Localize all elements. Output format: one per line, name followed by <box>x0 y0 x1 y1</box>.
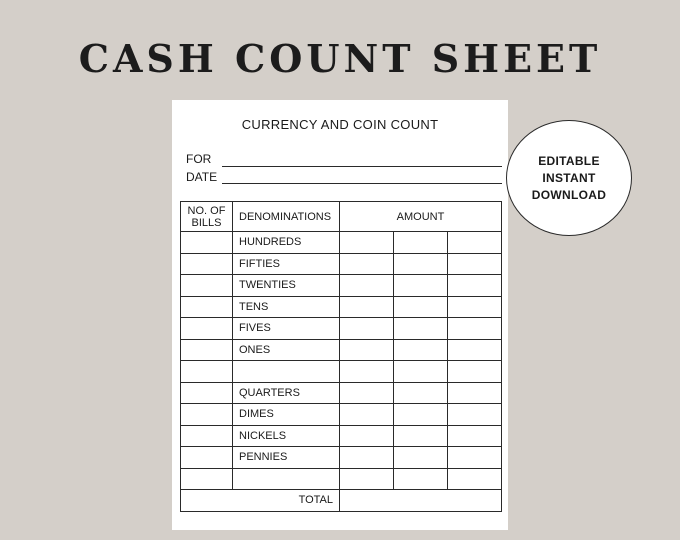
table-row <box>181 361 502 383</box>
amount-cell[interactable] <box>448 253 502 275</box>
amount-cell[interactable] <box>340 468 394 490</box>
table-row <box>181 339 502 361</box>
bills-cell[interactable] <box>181 253 233 275</box>
amount-cell[interactable] <box>448 468 502 490</box>
denomination-cell <box>233 361 340 383</box>
amount-cell[interactable] <box>448 447 502 469</box>
badge-line-editable: EDITABLE <box>538 153 600 168</box>
denomination-cell: TENS <box>233 296 340 318</box>
amount-cell[interactable] <box>340 404 394 426</box>
amount-cell[interactable] <box>340 425 394 447</box>
bills-cell[interactable] <box>181 275 233 297</box>
cash-count-sheet <box>172 100 508 530</box>
amount-cell[interactable] <box>448 318 502 340</box>
amount-cell[interactable] <box>394 447 448 469</box>
amount-cell[interactable] <box>340 339 394 361</box>
amount-cell[interactable] <box>448 361 502 383</box>
amount-cell[interactable] <box>394 232 448 254</box>
total-label: TOTAL <box>181 490 340 512</box>
sheet-title: CURRENCY AND COIN COUNT <box>241 117 439 132</box>
amount-cell[interactable] <box>340 447 394 469</box>
table-row <box>181 447 502 469</box>
table-row <box>181 425 502 447</box>
amount-cell[interactable] <box>394 361 448 383</box>
header-denominations: DENOMINATIONS <box>233 202 340 232</box>
badge-line-instant: INSTANT <box>542 170 596 185</box>
bills-cell[interactable] <box>181 361 233 383</box>
table-row <box>181 468 502 490</box>
table-header-row <box>181 202 502 232</box>
header-bills-line-2: BILLS <box>191 216 222 229</box>
total-amount-cell[interactable] <box>340 490 502 512</box>
amount-cell[interactable] <box>340 361 394 383</box>
denomination-cell: NICKELS <box>233 425 340 447</box>
date-label: DATE <box>186 170 218 184</box>
denomination-cell: QUARTERS <box>233 382 340 404</box>
amount-cell[interactable] <box>340 232 394 254</box>
denomination-cell: DIMES <box>233 404 340 426</box>
bills-cell[interactable] <box>181 404 233 426</box>
denomination-cell: HUNDREDS <box>233 232 340 254</box>
amount-cell[interactable] <box>394 404 448 426</box>
table-row <box>181 404 502 426</box>
bills-cell[interactable] <box>181 447 233 469</box>
table-row <box>181 232 502 254</box>
bills-cell[interactable] <box>181 382 233 404</box>
count-table <box>180 201 502 512</box>
for-label: FOR <box>186 152 212 166</box>
amount-cell[interactable] <box>448 296 502 318</box>
table-row <box>181 318 502 340</box>
badge-line-download: DOWNLOAD <box>531 187 607 202</box>
header-no-of-bills <box>181 202 233 232</box>
amount-cell[interactable] <box>448 382 502 404</box>
bills-cell[interactable] <box>181 318 233 340</box>
amount-cell[interactable] <box>340 318 394 340</box>
amount-cell[interactable] <box>448 425 502 447</box>
bills-cell[interactable] <box>181 425 233 447</box>
banner-title: CASH COUNT SHEET <box>78 36 602 81</box>
denomination-cell: TWENTIES <box>233 275 340 297</box>
amount-cell[interactable] <box>394 468 448 490</box>
amount-cell[interactable] <box>394 318 448 340</box>
amount-cell[interactable] <box>340 253 394 275</box>
amount-cell[interactable] <box>448 275 502 297</box>
table-row <box>181 382 502 404</box>
header-amount: AMOUNT <box>340 202 502 232</box>
denomination-cell: ONES <box>233 339 340 361</box>
amount-cell[interactable] <box>448 404 502 426</box>
table-row <box>181 253 502 275</box>
amount-cell[interactable] <box>340 382 394 404</box>
amount-cell[interactable] <box>340 275 394 297</box>
amount-cell[interactable] <box>448 339 502 361</box>
bills-cell[interactable] <box>181 468 233 490</box>
total-row <box>181 490 502 512</box>
header-bills-line-1: NO. OF <box>187 204 226 217</box>
amount-cell[interactable] <box>394 339 448 361</box>
denomination-cell: PENNIES <box>233 447 340 469</box>
table-row <box>181 296 502 318</box>
denomination-cell <box>233 468 340 490</box>
table-row <box>181 275 502 297</box>
for-field-line[interactable] <box>222 166 502 167</box>
amount-cell[interactable] <box>394 382 448 404</box>
date-field-line[interactable] <box>222 183 502 184</box>
amount-cell[interactable] <box>448 232 502 254</box>
amount-cell[interactable] <box>394 253 448 275</box>
bills-cell[interactable] <box>181 296 233 318</box>
denomination-cell: FIVES <box>233 318 340 340</box>
bills-cell[interactable] <box>181 232 233 254</box>
amount-cell[interactable] <box>340 296 394 318</box>
amount-cell[interactable] <box>394 296 448 318</box>
editable-download-badge <box>506 120 632 236</box>
amount-cell[interactable] <box>394 425 448 447</box>
bills-cell[interactable] <box>181 339 233 361</box>
amount-cell[interactable] <box>394 275 448 297</box>
denomination-cell: FIFTIES <box>233 253 340 275</box>
